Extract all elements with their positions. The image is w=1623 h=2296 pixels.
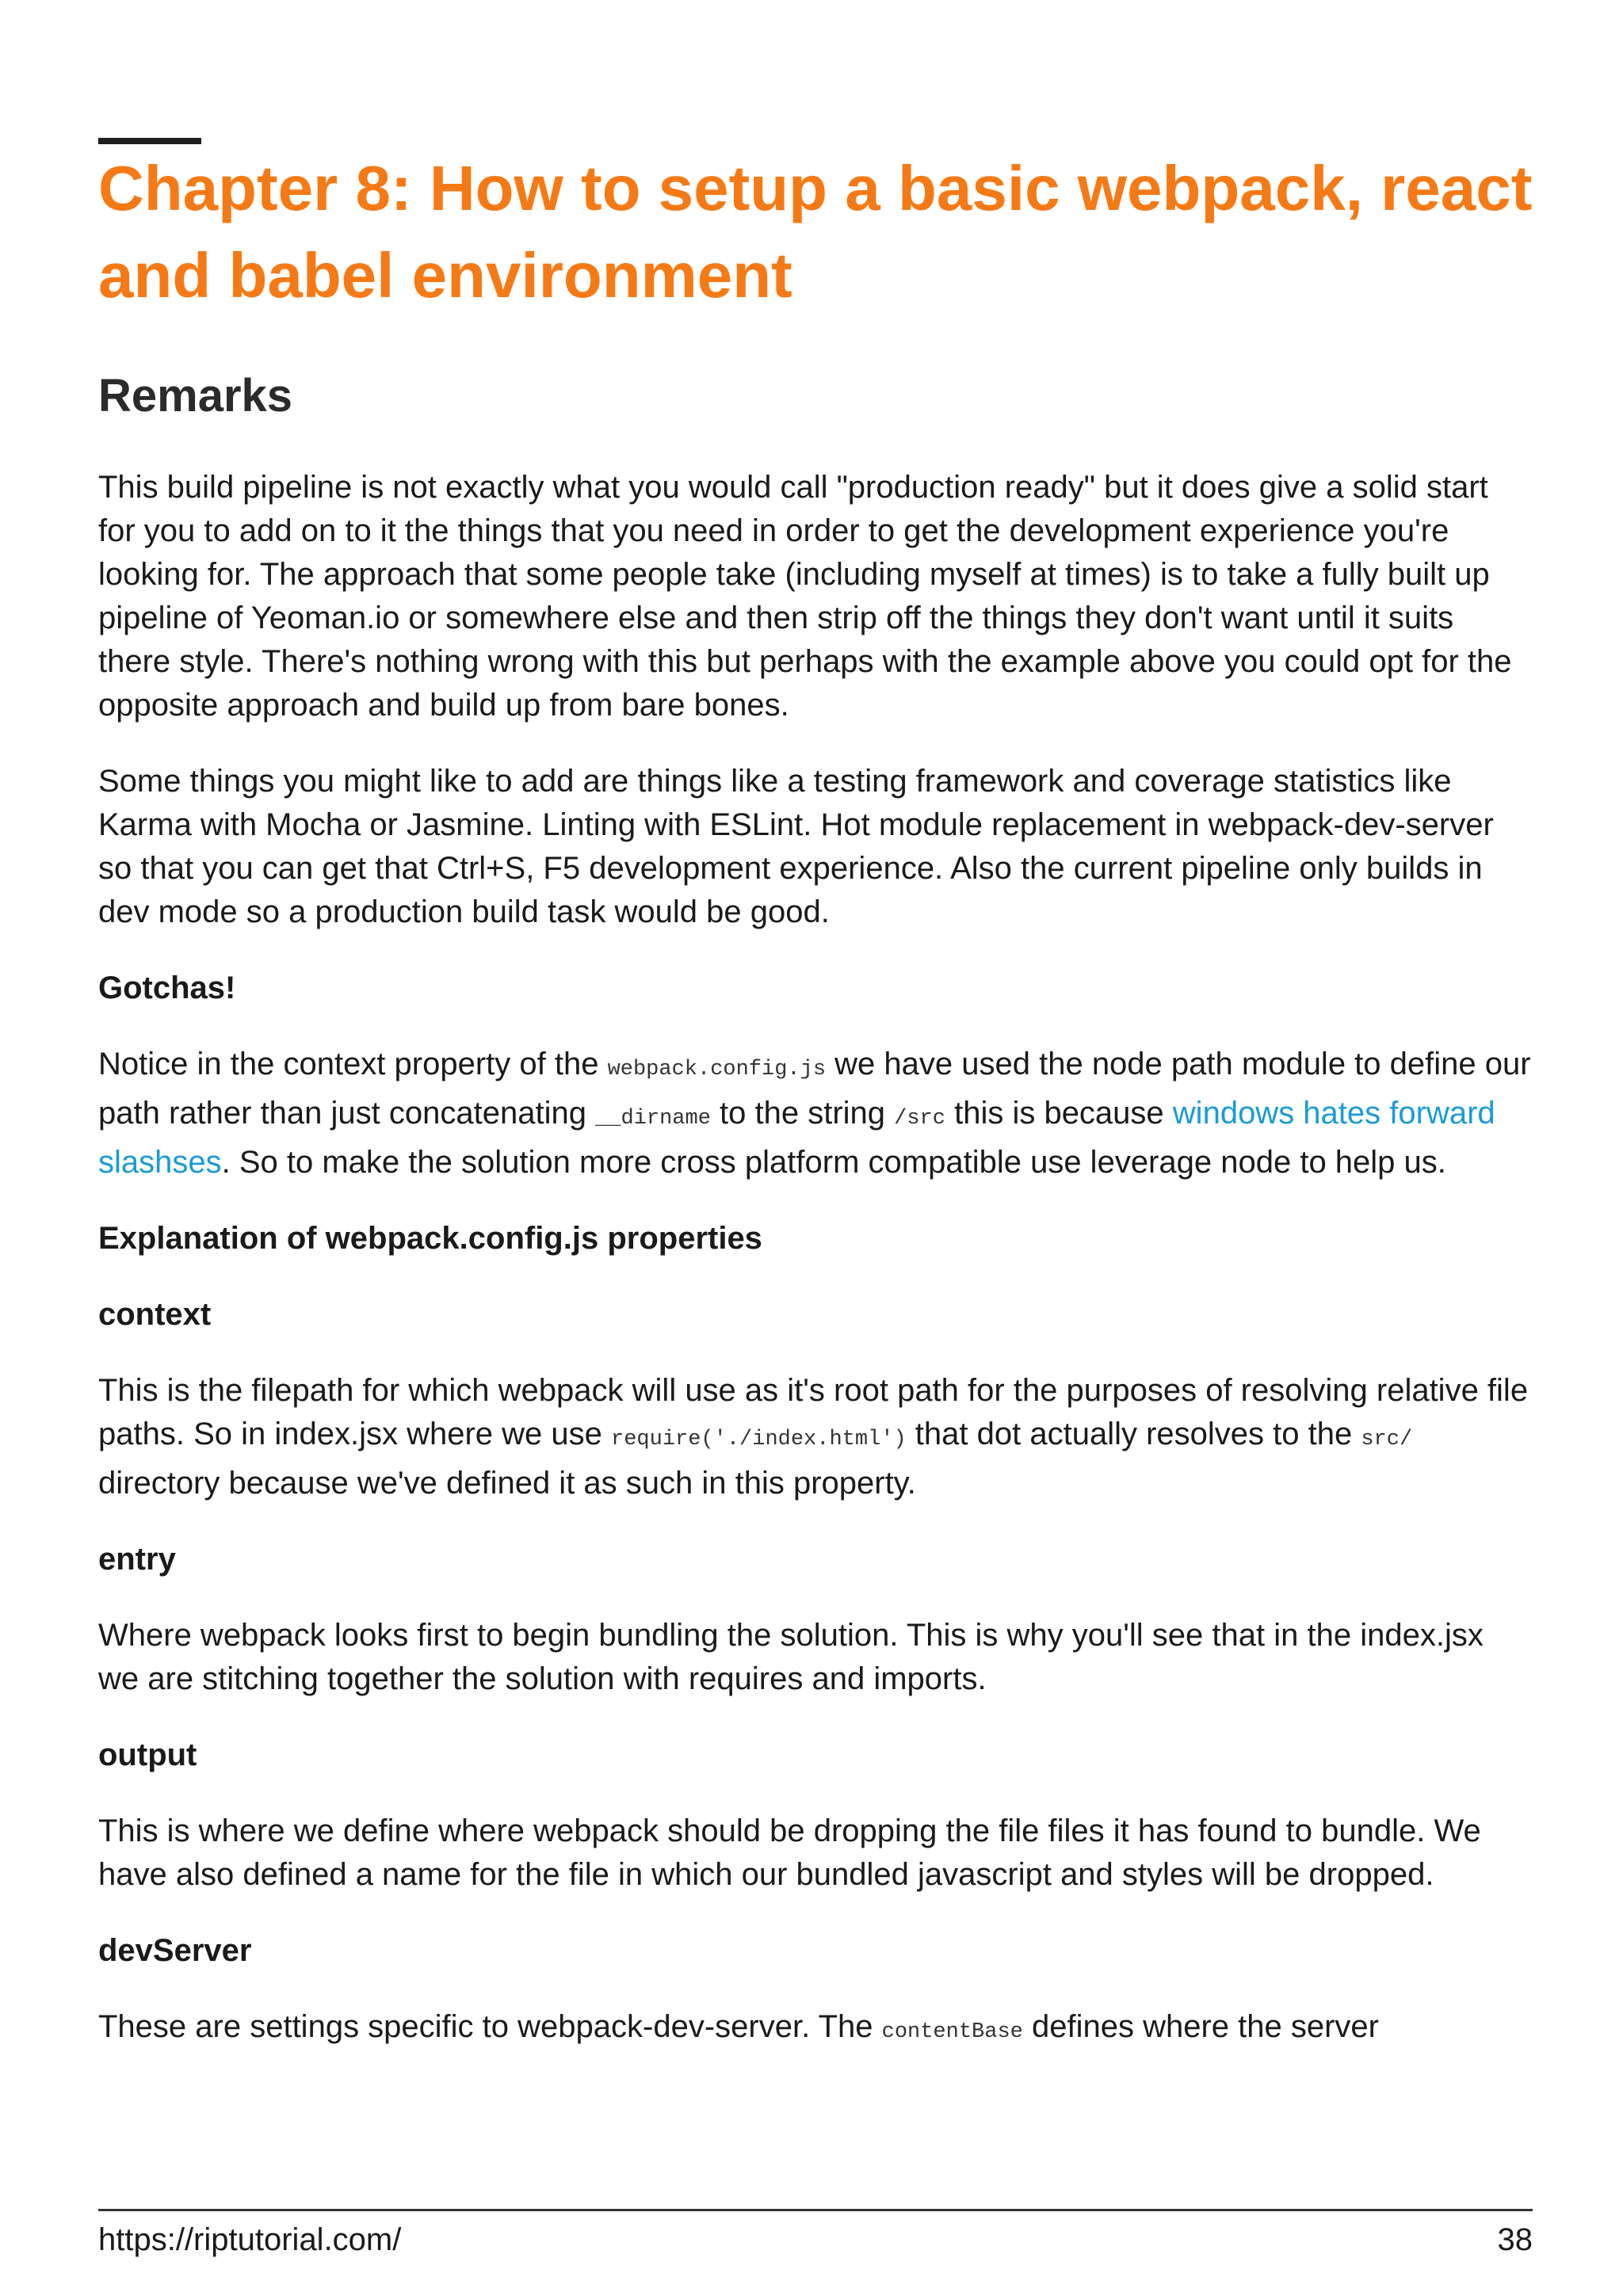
remarks-heading: Remarks: [98, 370, 293, 421]
inline-code: require('./index.html'): [611, 1428, 907, 1451]
chapter-rule: [98, 138, 201, 144]
devserver-heading: devServer: [98, 1933, 252, 1968]
entry-heading: entry: [98, 1542, 176, 1577]
paragraph-context: This is the filepath for which webpack will use as it's root path for the purposes of resolving relative file paths. So in index.jsx where we use require('./index.html') that dot actually resolves to the src/ directory because we've defined it as such in this property.: [98, 1373, 1529, 1501]
paragraph-devserver: These are settings specific to webpack-dev-server. The contentBase defines where the server: [98, 2009, 1379, 2044]
context-heading: context: [98, 1297, 212, 1332]
paragraph-additions: Some things you might like to add are things like a testing framework and coverage statistics like Karma with Mocha or Jasmine. Linting with ESLint. Hot module replacement in webpack-dev-server so that you can get that Ctrl+S, F5 development experience. Also the current pipeline only builds in dev mode so a production build task would be good.: [98, 764, 1494, 929]
inline-code: /src: [894, 1107, 945, 1131]
windows-slashes-link[interactable]: windows hates forward slashses: [98, 1096, 1495, 1180]
paragraph-gotchas: Notice in the context property of the webpack.config.js we have used the node path module to define our path rather than just concatenating __dirname to the string /src this is because windows hates forward slashses. So to make the solution more cross platform compatible use leverage node to help us.: [98, 1047, 1531, 1180]
explanation-heading: Explanation of webpack.config.js properties: [98, 1221, 762, 1256]
document-body: [98, 466, 1533, 2087]
output-heading: output: [98, 1737, 197, 1772]
inline-code: __dirname: [595, 1107, 711, 1131]
gotchas-heading: Gotchas!: [98, 971, 236, 1005]
page-number: 38: [1497, 2222, 1533, 2257]
inline-code: webpack.config.js: [607, 1058, 827, 1081]
paragraph-entry: Where webpack looks first to begin bundling the solution. This is why you'll see that in the index.jsx we are stitching together the solution with requires and imports.: [98, 1618, 1484, 1696]
footer-url: https://riptutorial.com/: [98, 2222, 402, 2257]
inline-code: src/: [1361, 1428, 1413, 1451]
inline-code: contentBase: [881, 2020, 1023, 2044]
paragraph-output: This is where we define where webpack should be dropping the file files it has found to bundle. We have also defined a name for the file in which our bundled javascript and styles will be dropped.: [98, 1814, 1481, 1892]
paragraph-pipeline: This build pipeline is not exactly what you would call "production ready" but it does give a solid start for you to add on to it the things that you need in order to get the development experience you're looking for. The approach that some people take (including myself at times) is to take a fully built up pipeline of Yeoman.io or somewhere else and then strip off the things they don't want until it suits there style. There's nothing wrong with this but perhaps with the example above you could opt for the opposite approach and build up from bare bones.: [98, 470, 1512, 723]
chapter-title: Chapter 8: How to setup a basic webpack, react and babel environment: [98, 153, 1533, 311]
footer-rule: [98, 2209, 1533, 2211]
